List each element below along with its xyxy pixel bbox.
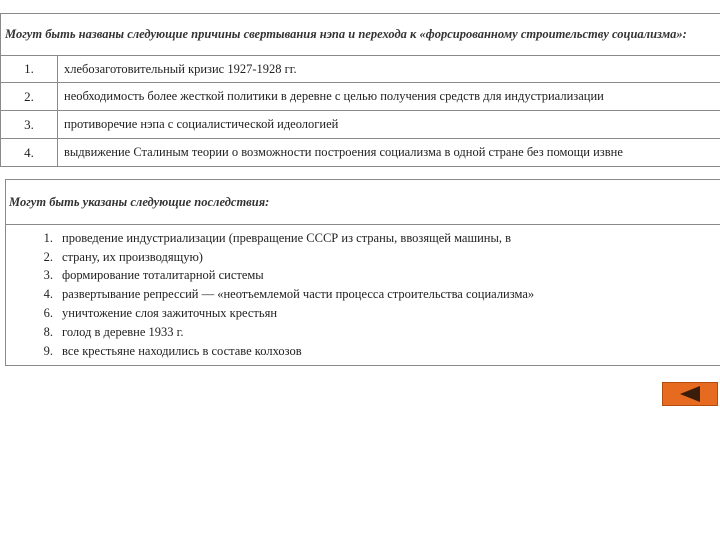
causes-heading: Могут быть названы следующие причины свертывания нэпа и перехода к «форсированному строительству социализма»: — [1, 14, 720, 56]
list-item — [6, 267, 720, 286]
table-row — [1, 83, 720, 111]
list-item — [6, 229, 720, 248]
list-item — [6, 323, 720, 342]
effect-number: 3. — [43, 268, 53, 283]
effects-list — [6, 225, 720, 366]
effect-text: проведение индустриализации (превращение СССР из страны, ввозящей машины, в — [62, 230, 512, 245]
effect-number: 6. — [43, 306, 53, 321]
cause-text: хлебозаготовительный кризис 1927-1928 гг. — [58, 56, 720, 83]
list-item — [6, 342, 720, 361]
cause-number: 3. — [1, 111, 58, 139]
table-row — [1, 139, 720, 167]
effect-text: все крестьяне находились в составе колхозов — [62, 343, 302, 358]
back-button[interactable] — [662, 382, 718, 406]
triangle-left-icon — [679, 385, 701, 403]
effect-number: 4. — [43, 287, 53, 302]
effect-text: уничтожение слоя зажиточных крестьян — [62, 306, 278, 321]
causes-table — [0, 13, 720, 167]
effect-text: формирование тоталитарной системы — [62, 268, 264, 283]
cause-text: необходимость более жесткой политики в деревне с целью получения средств для индустриализации — [58, 83, 720, 111]
cause-number: 2. — [1, 83, 58, 111]
effect-number: 1. — [43, 230, 53, 245]
effects-heading: Могут быть указаны следующие последствия: — [6, 180, 720, 225]
table-row — [1, 111, 720, 139]
effects-table — [5, 179, 720, 366]
effect-text: страну, их производящую) — [62, 249, 203, 264]
list-item — [6, 304, 720, 323]
effect-text: голод в деревне 1933 г. — [62, 324, 184, 339]
effect-text: развертывание репрессий — «неотъемлемой части процесса строительства социализма» — [62, 287, 535, 302]
list-item — [6, 248, 720, 267]
list-item — [6, 285, 720, 304]
cause-number: 1. — [1, 56, 58, 83]
table-row — [1, 56, 720, 83]
cause-text: выдвижение Сталиным теории о возможности построения социализма в одной стране без помощи извне — [58, 139, 720, 167]
cause-text: противоречие нэпа с социалистической идеологией — [58, 111, 720, 139]
cause-number: 4. — [1, 139, 58, 167]
effect-number: 9. — [43, 343, 53, 358]
effect-number: 2. — [43, 249, 53, 264]
effect-number: 8. — [43, 324, 53, 339]
